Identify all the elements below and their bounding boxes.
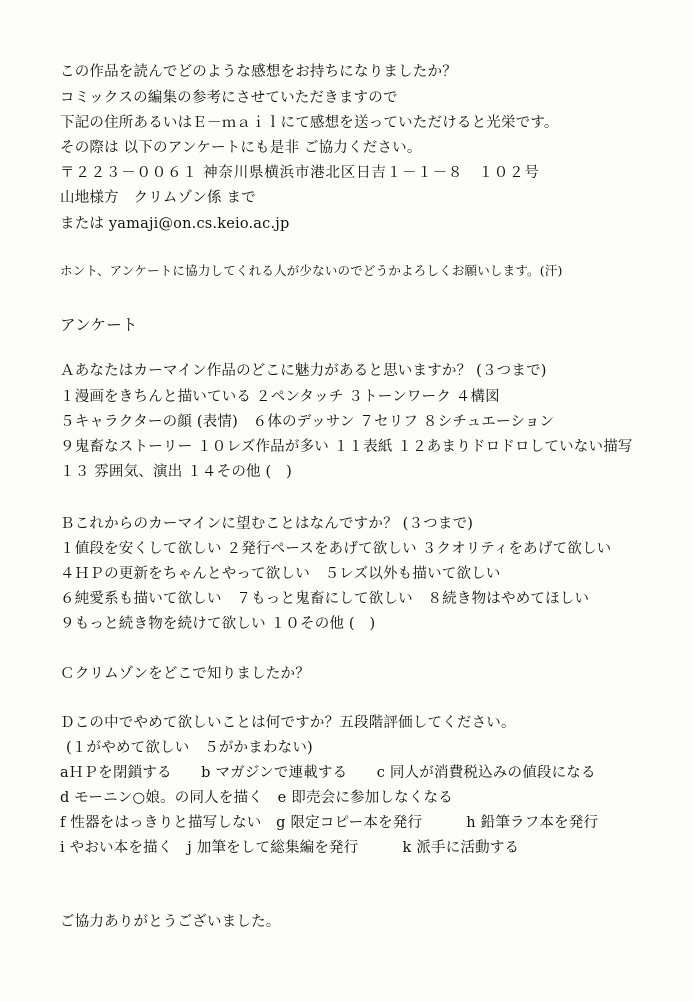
intro-line-3: 下記の住所あるいはＥ－ｍａｉｌにて感想を送っていただけると光栄です。 <box>60 115 559 131</box>
section-b-question: Ｂこれからのカーマインに望むことはなんですか？ (３つまで) <box>60 516 474 532</box>
section-d-options-row-3: f 性器をはっきりと描写しない g 限定コピー本を発行 h 鉛筆ラフ本を発行 <box>60 815 599 831</box>
section-a-options-row-2: ５キャラクターの顔 (表情) ６体のデッサン ７セリフ ８シチュエーション <box>60 414 555 430</box>
intro-line-4: その際は 以下のアンケートにも是非 ご協力ください。 <box>60 140 422 156</box>
section-a-options-row-3: ９鬼畜なストーリー １０レズ作品が多い １１表紙 １２あまりドロドロしていない描写 <box>60 439 633 455</box>
postal-address: 〒２２３－００６１ 神奈川県横浜市港北区日吉１－１－８ １０２号 <box>60 165 540 181</box>
section-d-question: Ｄこの中でやめて欲しいことは何ですか？五段階評価してください。 <box>60 715 516 731</box>
section-a-options-row-1: １漫画をきちんと描いている ２ペンタッチ ３トーンワーク ４構図 <box>60 389 500 405</box>
email-address: または yamaji@on.cs.keio.ac.jp <box>60 216 290 232</box>
survey-title: アンケート <box>60 316 138 334</box>
section-d-scale: (１がやめて欲しい ５がかまわない) <box>66 740 313 756</box>
section-d-options-row-1: aＨＰを閉鎖する b マガジンで連載する c 同人が消費税込みの値段になる <box>60 765 596 781</box>
section-b-options-row-3: ６純愛系も描いて欲しい ７もっと鬼畜にして欲しい ８続き物はやめてほしい <box>60 591 590 607</box>
request-note: ホント、アンケートに協力してくれる人が少ないのでどうかよろしくお願いします。(汗) <box>60 263 563 278</box>
section-c-question: Ｃクリムゾンをどこで知りましたか？ <box>60 666 310 682</box>
section-b-options-row-4: ９もっと続き物を続けて欲しい １０その他 ( ) <box>60 616 376 632</box>
section-d-options-row-4: i やおい本を描く j 加筆をして総集編を発行 k 派手に活動する <box>60 840 520 856</box>
section-b-options-row-1: １値段を安くして欲しい ２発行ペースをあげて欲しい ３クオリティをあげて欲しい <box>60 541 612 557</box>
section-a-question: Ａあなたはカーマイン作品のどこに魅力があると思いますか？ (３つまで) <box>60 363 547 379</box>
intro-line-1: この作品を読んでどのような感想をお持ちになりましたか？ <box>60 64 457 80</box>
addressee: 山地様方 クリムゾン係 まで <box>60 190 256 206</box>
closing-thanks: ご協力ありがとうございました。 <box>60 914 281 930</box>
section-d-options-row-2: d モーニン○娘。の同人を描く e 即売会に参加しなくなる <box>60 790 453 806</box>
intro-line-2: コミックスの編集の参考にさせていただきますので <box>60 90 398 106</box>
section-a-options-row-4: １３ 雰囲気、演出 １４その他 ( ) <box>60 464 292 480</box>
section-b-options-row-2: ４ＨＰの更新をちゃんとやって欲しい ５レズ以外も描いて欲しい <box>60 566 501 582</box>
